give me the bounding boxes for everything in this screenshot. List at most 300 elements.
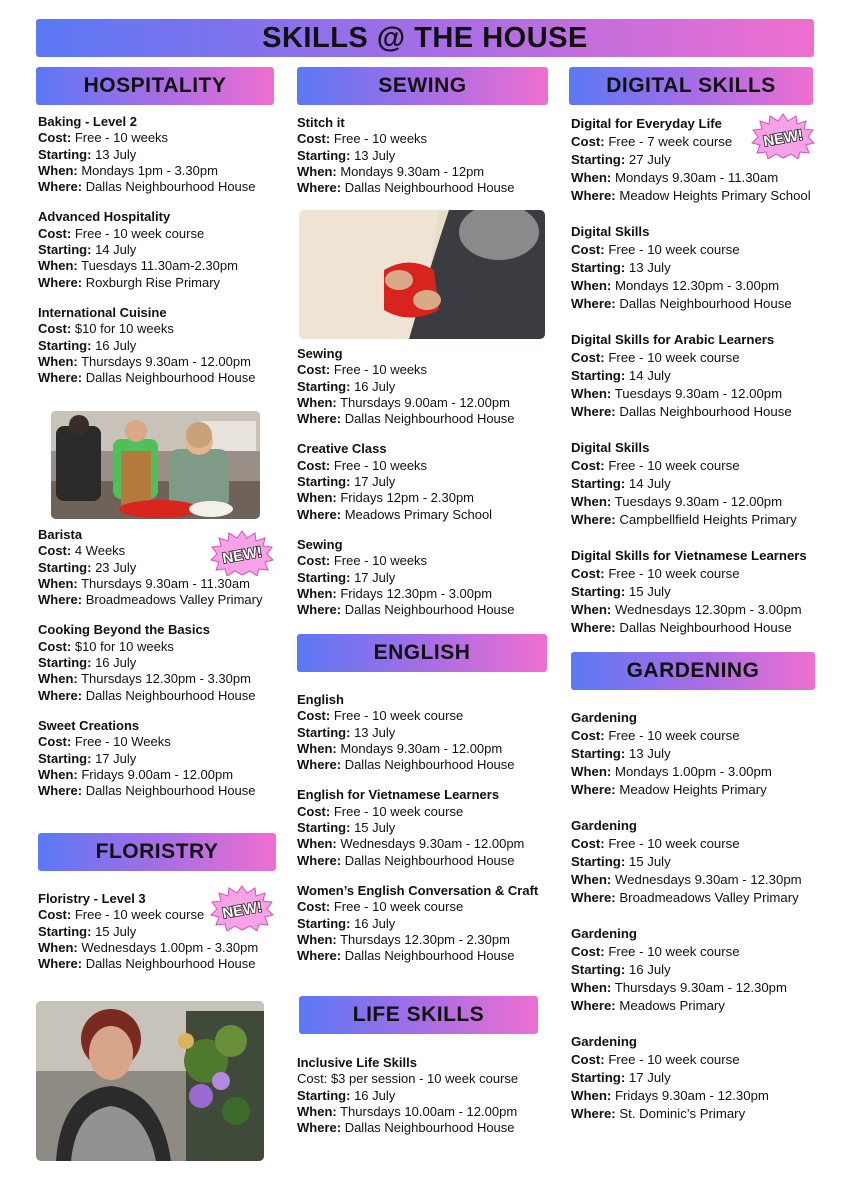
course-start-label: Starting: (38, 146, 92, 162)
course-entry (297, 346, 552, 427)
course-cost-label: Cost: (297, 899, 331, 915)
course-when-label: When: (297, 1103, 337, 1119)
course-start-label: Starting: (571, 260, 626, 275)
course-start-label: Starting: (297, 147, 351, 163)
course-entry (297, 1055, 552, 1136)
course-start-line (571, 853, 836, 871)
course-start-label: Starting: (297, 474, 351, 490)
course-where: Dallas Neighbourhood House (344, 757, 515, 773)
course-where-line (297, 948, 557, 964)
course-where-label: Where: (38, 956, 83, 972)
course-cost: Free - 10 Weeks (74, 734, 171, 750)
course-where-line (297, 180, 552, 196)
course-when-line (297, 836, 557, 852)
course-where: Dallas Neighbourhood House (344, 1120, 515, 1136)
course-where-line (571, 781, 836, 799)
course-cost: Free - 10 week course (608, 350, 740, 365)
course-title: Sweet Creations (38, 717, 140, 733)
course-cost: Free - 10 week course (333, 803, 464, 819)
gardening-heading: GARDENING (571, 652, 815, 690)
course-cost-label: Cost: (571, 350, 605, 365)
course-start-label: Starting: (38, 923, 92, 939)
course-start-line (571, 961, 836, 979)
course-when-line (38, 671, 290, 687)
course-start: 13 July (628, 746, 671, 761)
course-when-label: When: (38, 939, 78, 955)
course-when-label: When: (38, 162, 78, 178)
course-when: Wednesdays 9.30am - 12.00pm (340, 836, 525, 852)
course-start: 16 July (354, 378, 396, 394)
course-when: Thursdays 9.30am - 11.30am (81, 575, 250, 591)
course-when: Tuesdays 9.30am - 12.00pm (614, 494, 783, 509)
course-start-line (38, 751, 290, 767)
course-where: Meadows Primary (619, 998, 725, 1013)
course-when-line (297, 164, 552, 180)
course-start: 16 July (354, 915, 396, 931)
course-where-label: Where: (571, 296, 616, 311)
new-badge-icon (751, 113, 815, 159)
digital-skills-list (571, 115, 836, 655)
course-where-line (38, 370, 288, 386)
course-where-line (571, 511, 836, 529)
course-start-line (571, 475, 836, 493)
course-start: 16 July (628, 962, 671, 977)
course-where: Dallas Neighbourhood House (344, 180, 515, 196)
course-when: Wednesdays 1.00pm - 3.30pm (81, 939, 259, 955)
course-entry (297, 692, 557, 773)
course-when: Thursdays 12.30pm - 2.30pm (340, 931, 510, 947)
course-when-label: When: (38, 258, 78, 274)
course-where-line (571, 187, 836, 205)
course-cost-label: Cost: (297, 553, 331, 569)
course-when-label: When: (571, 1088, 612, 1103)
course-where-label: Where: (571, 998, 616, 1013)
course-start-label: Starting: (571, 1070, 626, 1085)
course-where-label: Where: (571, 782, 616, 797)
course-where-label: Where: (38, 370, 83, 386)
course-where: Meadow Heights Primary School (619, 188, 811, 203)
course-start: 17 July (354, 474, 396, 490)
new-badge-text: NEW! (221, 543, 264, 568)
course-when-label: When: (38, 671, 78, 687)
course-where-label: Where: (571, 890, 616, 905)
course-when-line (571, 493, 836, 511)
course-when-line (571, 277, 836, 295)
course-where-line (571, 403, 836, 421)
course-start-label: Starting: (571, 854, 626, 869)
course-when-line (571, 979, 836, 997)
course-when-line (571, 763, 836, 781)
course-start-label: Starting: (297, 820, 351, 836)
course-where-line (571, 1105, 836, 1123)
course-when-line (571, 601, 836, 619)
course-where-line (297, 1120, 552, 1136)
course-cost-label: Cost: (571, 836, 605, 851)
course-when: Thursdays 12.30pm - 3.30pm (81, 671, 251, 687)
page-title: SKILLS @ THE HOUSE (262, 21, 588, 54)
course-when-label: When: (571, 764, 612, 779)
course-when-label: When: (38, 353, 78, 369)
course-start-label: Starting: (571, 584, 626, 599)
course-where-label: Where: (571, 188, 616, 203)
course-cost: Free - 10 weeks (333, 131, 428, 147)
course-cost-line (571, 835, 836, 853)
new-badge-icon (210, 530, 274, 576)
course-title: Barista (38, 527, 83, 542)
course-cost-label: Cost: (38, 543, 72, 559)
course-entry (297, 441, 552, 522)
course-when-label: When: (297, 740, 337, 756)
course-where-line (38, 956, 288, 972)
course-when-label: When: (571, 386, 612, 401)
course-start: 13 July (95, 146, 137, 162)
course-where: Dallas Neighbourhood House (344, 602, 515, 618)
hospitality-list (38, 114, 288, 400)
course-cost-label: Cost: (571, 944, 605, 959)
course-where: Dallas Neighbourhood House (85, 783, 256, 799)
course-start: 16 July (95, 655, 137, 671)
course-where-line (297, 602, 552, 618)
course-cost-line (297, 708, 557, 724)
course-cost-line (38, 321, 288, 337)
course-start: 14 July (628, 476, 671, 491)
course-when-line (571, 385, 836, 403)
course-start-label: Starting: (571, 962, 626, 977)
course-entry (571, 1033, 836, 1123)
course-start-line (571, 745, 836, 763)
course-title: Gardening (571, 926, 637, 941)
course-start-line (297, 474, 552, 490)
course-when: Mondays 12.30pm - 3.00pm (614, 278, 780, 293)
course-cost-label: Cost: (38, 907, 72, 923)
course-cost-line (38, 734, 290, 750)
course-where-label: Where: (297, 852, 342, 868)
course-when: Thursdays 9.30am - 12.00pm (81, 353, 251, 369)
course-when-line (38, 354, 288, 370)
course-where-label: Where: (297, 411, 342, 427)
course-where: Dallas Neighbourhood House (619, 404, 792, 419)
course-start-line (297, 379, 552, 395)
course-cost-line (571, 457, 836, 475)
course-start-line (571, 259, 836, 277)
course-cost-label: Cost: (571, 566, 605, 581)
course-cost-label: Cost: (297, 131, 331, 147)
course-where: Dallas Neighbourhood House (619, 296, 792, 311)
course-title: Advanced Hospitality (38, 209, 171, 225)
course-cost-line (297, 553, 552, 569)
course-when: Fridays 9.30am - 12.30pm (614, 1088, 769, 1103)
floristry-heading: FLORISTRY (38, 833, 276, 871)
course-title: International Cuisine (38, 304, 167, 320)
course-when: Tuesdays 9.30am - 12.00pm (614, 386, 783, 401)
course-where-line (571, 295, 836, 313)
course-title: Creative Class (297, 441, 387, 457)
course-where-line (38, 275, 288, 291)
course-start-line (38, 338, 288, 354)
course-start: 15 July (354, 820, 396, 836)
course-when-line (38, 767, 290, 783)
course-cost: Free - 10 week course (74, 225, 205, 241)
course-where-line (297, 757, 557, 773)
course-cost: Free - 10 weeks (333, 362, 428, 378)
course-when-label: When: (38, 766, 78, 782)
life-skills-heading: LIFE SKILLS (299, 996, 538, 1034)
course-cost-line (297, 458, 552, 474)
course-when-label: When: (297, 931, 337, 947)
course-start-line (38, 147, 288, 163)
course-where-label: Where: (571, 1106, 616, 1121)
course-start-line (297, 916, 557, 932)
course-where-line (38, 688, 290, 704)
course-when-label: When: (571, 872, 612, 887)
course-start-label: Starting: (571, 476, 626, 491)
course-when: Fridays 9.00am - 12.00pm (81, 766, 234, 782)
course-where-label: Where: (297, 506, 342, 522)
course-start: 13 July (628, 260, 671, 275)
course-start: 14 July (95, 242, 137, 258)
course-where-line (297, 411, 552, 427)
course-start: 16 July (95, 337, 137, 353)
course-title: Inclusive Life Skills (297, 1055, 417, 1070)
course-cost-line (297, 804, 557, 820)
course-start-label: Starting: (38, 750, 92, 766)
course-where-line (571, 997, 836, 1015)
course-start-label: Starting: (297, 378, 351, 394)
course-cost-line (297, 131, 552, 147)
course-cost-label: Cost: (38, 638, 72, 654)
course-start-label: Starting: (38, 337, 92, 353)
course-cost: Free - 10 week course (608, 242, 740, 257)
course-cost-label: Cost: (571, 134, 605, 149)
course-cost: Free - 10 weeks (74, 130, 169, 146)
sewing-list-2 (297, 346, 552, 632)
course-where: St. Dominic’s Primary (619, 1106, 746, 1121)
course-where: Dallas Neighbourhood House (619, 620, 792, 635)
page-title-banner (36, 19, 814, 57)
course-where-label: Where: (297, 180, 342, 196)
hospitality-heading: HOSPITALITY (36, 67, 274, 105)
course-when: Thursdays 9.30am - 12.30pm (614, 980, 787, 995)
course-when-line (297, 932, 557, 948)
course-entry (571, 439, 836, 529)
course-entry (38, 114, 288, 195)
course-when-label: When: (38, 575, 78, 591)
sewing-list (297, 115, 552, 210)
course-cost-label: Cost: (297, 803, 331, 819)
course-start-line (297, 1088, 552, 1104)
course-when-line (297, 490, 552, 506)
course-title: Cooking Beyond the Basics (38, 622, 210, 638)
course-where-line (38, 592, 290, 608)
course-start-label: Starting: (297, 724, 351, 740)
course-when-line (38, 258, 288, 274)
course-start-line (38, 655, 290, 671)
course-entry (571, 331, 836, 421)
course-start-line (297, 725, 557, 741)
course-when: Wednesdays 12.30pm - 3.00pm (614, 602, 802, 617)
course-cost-line (571, 565, 836, 583)
course-cost: Free - 10 week course (74, 907, 205, 923)
course-cost-label: Cost: (38, 321, 72, 337)
course-cost-line (297, 362, 552, 378)
course-when: Thursdays 9.00am - 12.00pm (340, 394, 510, 410)
course-when-label: When: (571, 494, 612, 509)
course-start-label: Starting: (38, 242, 92, 258)
course-entry (38, 622, 290, 703)
life-skills-list (297, 1055, 552, 1150)
course-cost-line (297, 899, 557, 915)
course-where-label: Where: (38, 687, 83, 703)
course-cost: Cost: $3 per session - 10 week course (297, 1071, 519, 1087)
course-where-label: Where: (297, 1120, 342, 1136)
course-where-line (297, 853, 557, 869)
hospitality-cooking-photo (51, 411, 260, 519)
course-title: Gardening (571, 1034, 637, 1049)
course-start: 15 July (628, 854, 671, 869)
course-cost-line (38, 130, 288, 146)
course-when: Tuesdays 11.30am-2.30pm (81, 258, 238, 274)
course-where-line (38, 179, 288, 195)
new-badge-icon (210, 885, 274, 931)
course-start-line (571, 1069, 836, 1087)
course-title: Gardening (571, 710, 637, 725)
course-entry (38, 305, 288, 386)
course-where-label: Where: (297, 948, 342, 964)
course-when-line (571, 1087, 836, 1105)
course-when-line (38, 576, 290, 592)
course-when-label: When: (297, 394, 337, 410)
course-where: Broadmeadows Valley Primary (619, 890, 799, 905)
course-when-line (571, 871, 836, 889)
course-start-line (571, 367, 836, 385)
course-cost: Free - 10 week course (608, 1052, 740, 1067)
course-start-label: Starting: (38, 559, 92, 575)
digital-skills-heading: DIGITAL SKILLS (569, 67, 813, 105)
course-title: English for Vietnamese Learners (297, 787, 500, 803)
course-entry (38, 209, 288, 290)
course-start-line (297, 148, 552, 164)
course-where: Broadmeadows Valley Primary (85, 592, 263, 608)
new-badge-text: NEW! (221, 898, 264, 923)
course-where-label: Where: (571, 620, 616, 635)
course-when: Mondays 9.30am - 11.30am (614, 170, 779, 185)
sewing-heading: SEWING (297, 67, 548, 105)
course-start: 15 July (95, 923, 137, 939)
course-title: Digital Skills (571, 440, 650, 455)
course-entry (571, 709, 836, 799)
course-title: Digital Skills for Vietnamese Learners (571, 548, 807, 563)
course-start-line (38, 242, 288, 258)
course-cost-label: Cost: (38, 225, 72, 241)
course-title: Stitch it (297, 115, 345, 130)
course-when-label: When: (297, 490, 337, 506)
course-when: Mondays 9.30am - 12pm (340, 163, 485, 179)
course-cost-line (571, 1051, 836, 1069)
course-where: Dallas Neighbourhood House (344, 411, 515, 427)
course-when-label: When: (571, 602, 612, 617)
course-where-line (571, 619, 836, 637)
course-start: 16 July (354, 1087, 396, 1103)
course-title: Digital for Everyday Life (571, 116, 722, 131)
course-when-line (297, 741, 557, 757)
course-when-line (297, 586, 552, 602)
course-entry (571, 925, 836, 1015)
course-where: Dallas Neighbourhood House (85, 179, 256, 195)
course-title: Sewing (297, 536, 343, 552)
english-heading: ENGLISH (297, 634, 547, 672)
course-title: Digital Skills for Arabic Learners (571, 332, 775, 347)
course-cost: Free - 10 week course (608, 566, 740, 581)
course-when-label: When: (571, 278, 612, 293)
course-entry (571, 817, 836, 907)
course-where-line (38, 783, 290, 799)
sewing-photo (299, 210, 545, 339)
course-start-label: Starting: (297, 569, 351, 585)
course-title: Women’s English Conversation & Craft (297, 882, 539, 898)
course-where: Dallas Neighbourhood House (85, 956, 256, 972)
course-where: Meadows Primary School (344, 506, 493, 522)
course-start-line (297, 570, 552, 586)
course-start: 14 July (628, 368, 671, 383)
course-title: Digital Skills (571, 224, 650, 239)
course-title: Sewing (297, 346, 343, 361)
course-cost-line (571, 349, 836, 367)
course-start: 15 July (628, 584, 671, 599)
course-where-label: Where: (38, 179, 83, 195)
course-start: 13 July (354, 724, 396, 740)
course-where: Meadow Heights Primary (619, 782, 767, 797)
course-when-label: When: (297, 836, 337, 852)
course-cost-line (571, 241, 836, 259)
course-title: English (297, 692, 344, 707)
course-cost-label: Cost: (297, 362, 331, 378)
course-cost-label: Cost: (571, 242, 605, 257)
course-cost: $10 for 10 weeks (74, 638, 174, 654)
course-entry (297, 115, 552, 196)
course-entry (297, 537, 552, 618)
course-title: Floristry - Level 3 (38, 891, 146, 906)
course-when: Wednesdays 9.30am - 12.30pm (614, 872, 802, 887)
course-where: Dallas Neighbourhood House (85, 370, 256, 386)
course-start-label: Starting: (571, 152, 626, 167)
course-cost: Free - 10 weeks (333, 457, 428, 473)
new-badge-text: NEW! (762, 126, 805, 151)
course-start-line (571, 583, 836, 601)
course-when: Mondays 9.30am - 12.00pm (340, 740, 503, 756)
course-cost-label: Cost: (38, 734, 72, 750)
course-cost: Free - 10 week course (333, 899, 464, 915)
course-where-line (571, 889, 836, 907)
course-when: Fridays 12.30pm - 3.00pm (340, 585, 493, 601)
course-where: Dallas Neighbourhood House (344, 852, 515, 868)
course-cost: Free - 10 week course (608, 944, 740, 959)
course-cost-line (571, 727, 836, 745)
course-when-line (297, 1104, 552, 1120)
course-when-label: When: (297, 585, 337, 601)
course-start: 17 July (354, 569, 396, 585)
course-when-line (571, 169, 836, 187)
course-start-label: Starting: (571, 368, 626, 383)
course-when: Thursdays 10.00am - 12.00pm (340, 1103, 518, 1119)
course-when-line (38, 940, 288, 956)
course-cost-label: Cost: (297, 457, 331, 473)
course-where-label: Where: (38, 783, 83, 799)
course-where: Dallas Neighbourhood House (344, 948, 515, 964)
floristry-photo (36, 1001, 264, 1161)
course-start-label: Starting: (38, 655, 92, 671)
course-when-label: When: (297, 163, 337, 179)
course-start: 23 July (95, 559, 137, 575)
